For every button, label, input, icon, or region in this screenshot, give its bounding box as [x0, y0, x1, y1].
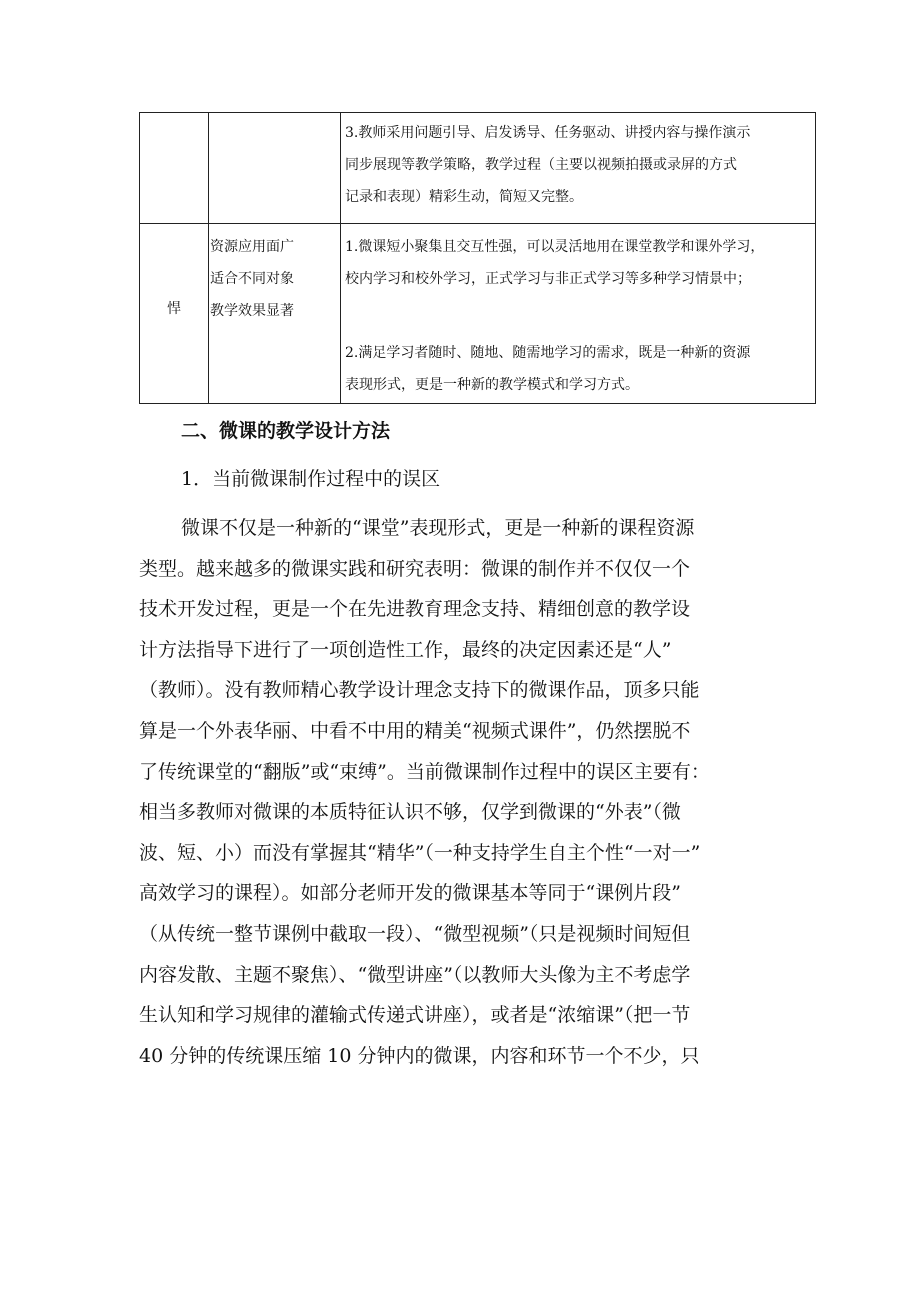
paragraph-line: 微课不仅是一种新的“课堂”表现形式，更是一种新的课程资源: [181, 517, 695, 539]
paragraph-line: 算是一个外表华丽、中看不中用的精美“视频式课件”，仍然摆脱不: [139, 719, 691, 742]
paragraph-line: 内容发散、主题不聚焦）、“微型讲座”（以教师大头像为主不考虑学: [139, 963, 691, 986]
paragraph-line: （教师）。没有教师精心教学设计理念支持下的微课作品，顶多只能: [139, 679, 700, 702]
row1-description-line: 同步展现等教学策略，教学过程（主要以视频拍摄或录屏的方式: [345, 157, 737, 173]
paragraph-line: 了传统课堂的“翻版”或“束缚”。当前微课制作过程中的误区主要有：: [139, 760, 710, 783]
row2-criteria: [210, 231, 340, 327]
row2-description-line: 1.微课短小聚集且交互性强，可以灵活地用在课堂教学和课外学习，: [345, 239, 765, 255]
row1-description-line: 3.教师采用问题引导、启发诱导、任务驱动、讲授内容与操作演示: [345, 125, 751, 141]
section-heading: 二、微课的教学设计方法: [181, 420, 391, 442]
paragraph-line: 相当多教师对微课的本质特征认识不够，仅学到微课的“外表”（微: [139, 801, 681, 824]
body-paragraph: [139, 508, 799, 1076]
section-subheading: 1．当前微课制作过程中的误区: [181, 468, 441, 490]
paragraph-line: 高效学习的课程）。如部分老师开发的微课基本等同于“课例片段”: [139, 882, 681, 905]
row2-description-line: 校内学习和校外学习，正式学习与非正式学习等多种学习情景中；: [345, 271, 751, 287]
criteria-line: 资源应用面广: [210, 239, 294, 255]
row1-description: [345, 117, 815, 213]
paragraph-line: 类型。越来越多的微课实践和研究表明：微课的制作并不仅仅一个: [139, 557, 691, 580]
table-column-divider-2: [340, 113, 341, 403]
evaluation-table: [139, 112, 816, 404]
row1-description-line: 记录和表现）精彩生动，简短又完整。: [345, 189, 583, 205]
row2-description-line: 2.满足学习者随时、随地、随需地学习的需求，既是一种新的资源: [345, 345, 751, 361]
table-row-divider: [140, 223, 815, 224]
paragraph-line: 40 分钟的传统课压缩 10 分钟内的微课，内容和环节一个不少，只: [139, 1044, 700, 1067]
paragraph-line: 生认知和学习规律的灌输式传递式讲座），或者是“浓缩课”（把一节: [139, 1004, 691, 1027]
row2-description-line: 表现形式，更是一种新的教学模式和学习方式。: [345, 377, 639, 393]
table-column-divider-1: [208, 113, 209, 403]
paragraph-line: 波、短、小）而没有掌握其“精华”（一种支持学生自主个性“一对一”: [139, 841, 701, 864]
row2-description-a: [345, 231, 815, 295]
paragraph-line: 技术开发过程，更是一个在先进教育理念支持、精细创意的教学设: [139, 598, 691, 621]
criteria-line: 适合不同对象: [210, 271, 294, 287]
row2-description-b: [345, 337, 815, 401]
criteria-line: 教学效果显著: [210, 303, 294, 319]
paragraph-line: （从传统一整节课例中截取一段）、“微型视频”（只是视频时间短但: [139, 922, 691, 945]
paragraph-line: 计方法指导下进行了一项创造性工作，最终的决定因素还是“人”: [139, 638, 672, 661]
row2-category-label: 悍: [167, 301, 181, 317]
